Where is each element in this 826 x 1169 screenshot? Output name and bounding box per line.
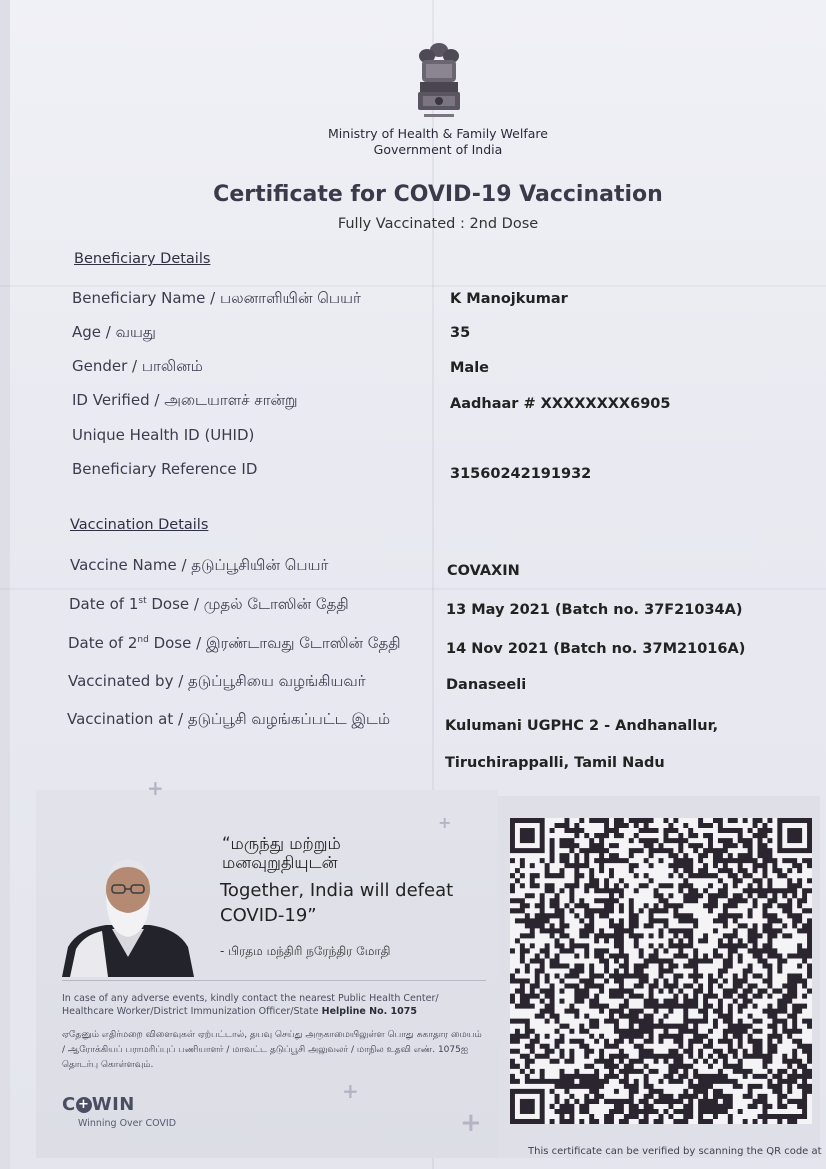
first-dose-label-tail: Dose / முதல் டோஸின் தேதி	[146, 595, 349, 613]
certificate-title: Certificate for COVID-19 Vaccination	[213, 182, 663, 207]
first-dose-date-value: 13 May 2021 (Batch no. 37F21034A)	[446, 602, 743, 618]
adverse-events-notice-tamil: ஏதேனும் எதிர்மறை விளைவுகள் ஏற்பட்டால், தயவு செய்து அருகாமையிலுள்ள பொது சுகாதார மையம் / ஆரோக்கியப் பராமரிப்புப் பணியாளர் / மாவட்ட தடுப்பூசி அலுவலர் / மாநில உதவி எண். 1075ஐ தொடர்பு கொள்ளவும்.	[62, 1030, 482, 1070]
gender-label: Gender / பாலினம்	[72, 357, 203, 375]
uhid-label: Unique Health ID (UHID)	[72, 426, 255, 444]
vaccine-name-value: COVAXIN	[447, 563, 520, 579]
plus-decoration-icon: +	[460, 1108, 482, 1138]
first-dose-date-label	[69, 595, 349, 615]
age-label: Age / வயது	[72, 323, 156, 341]
cowin-logo	[62, 1094, 135, 1115]
cowin-logo-win: WIN	[91, 1094, 135, 1115]
plus-decoration-icon: +	[147, 776, 164, 800]
verification-qr-code	[510, 818, 812, 1124]
second-dose-date-label	[68, 634, 401, 654]
id-verified-value: Aadhaar # XXXXXXXX6905	[450, 396, 671, 412]
beneficiary-details-heading: Beneficiary Details	[74, 251, 211, 267]
adverse-events-text: In case of any adverse events, kindly contact the nearest Public Health Center/ Healthcare Worker/District Immunization Officer/State	[62, 993, 439, 1017]
vaccine-name-label: Vaccine Name / தடுப்பூசியின் பெயர்	[70, 556, 329, 574]
vaccination-at-label: Vaccination at / தடுப்பூசி வழங்கப்பட்ட இடம்	[67, 710, 391, 728]
reference-id-value: 31560242191932	[450, 466, 592, 482]
first-dose-label-sup: st	[138, 596, 147, 606]
certificate-subtitle: Fully Vaccinated : 2nd Dose	[337, 216, 539, 232]
vaccination-at-value-line2: Tiruchirappalli, Tamil Nadu	[445, 755, 665, 771]
ministry-line: Ministry of Health & Family Welfare	[328, 126, 548, 141]
second-dose-label-sup: nd	[137, 635, 149, 645]
second-dose-label-tail: Dose / இரண்டாவது டோஸின் தேதி	[148, 634, 401, 652]
adverse-events-notice	[62, 992, 482, 1018]
prime-minister-portrait	[62, 845, 194, 977]
second-dose-label-text: Date of 2	[68, 634, 138, 652]
divider	[62, 980, 486, 981]
first-dose-label-text: Date of 1	[69, 595, 139, 613]
quote-tamil	[222, 834, 341, 872]
vaccination-details-heading: Vaccination Details	[70, 517, 209, 533]
plus-decoration-icon: +	[438, 813, 452, 832]
cowin-tagline: Winning Over COVID	[78, 1118, 177, 1129]
gender-value: Male	[450, 360, 490, 376]
beneficiary-name-value: K Manojkumar	[450, 291, 568, 307]
quote-tamil-line: “மருந்து மற்றும்	[222, 834, 341, 853]
age-value: 35	[450, 325, 471, 341]
quote-tamil-line: மனவுறுதியுடன்	[222, 853, 338, 872]
ministry-name	[300, 126, 576, 158]
cowin-logo-c: C	[62, 1094, 76, 1115]
paper-fold	[0, 285, 826, 287]
quote-attribution: - பிரதம மந்திரி நரேந்திர மோதி	[220, 944, 391, 958]
second-dose-date-value: 14 Nov 2021 (Batch no. 37M21016A)	[446, 641, 746, 657]
plus-decoration-icon: +	[342, 1079, 359, 1103]
verification-note: This certificate can be verified by scanning the QR code at	[528, 1146, 822, 1157]
cowin-plus-icon: +	[76, 1097, 92, 1113]
paper-fold	[0, 588, 826, 590]
beneficiary-name-label: Beneficiary Name / பலனாளியின் பெயர்	[72, 289, 361, 307]
vaccinated-by-label: Vaccinated by / தடுப்பூசியை வழங்கியவர்	[68, 672, 366, 690]
reference-id-label: Beneficiary Reference ID	[72, 460, 258, 478]
helpline-number: Helpline No. 1075	[321, 1006, 417, 1017]
government-line: Government of India	[373, 142, 503, 157]
national-emblem-icon	[414, 40, 464, 124]
quote-english: Together, India will defeat COVID-19”	[220, 880, 454, 926]
vaccination-at-value: Kulumani UGPHC 2 - Andhanallur,	[445, 718, 719, 734]
vaccinated-by-value: Danaseeli	[446, 677, 527, 693]
id-verified-label: ID Verified / அடையாளச் சான்று	[72, 391, 298, 409]
